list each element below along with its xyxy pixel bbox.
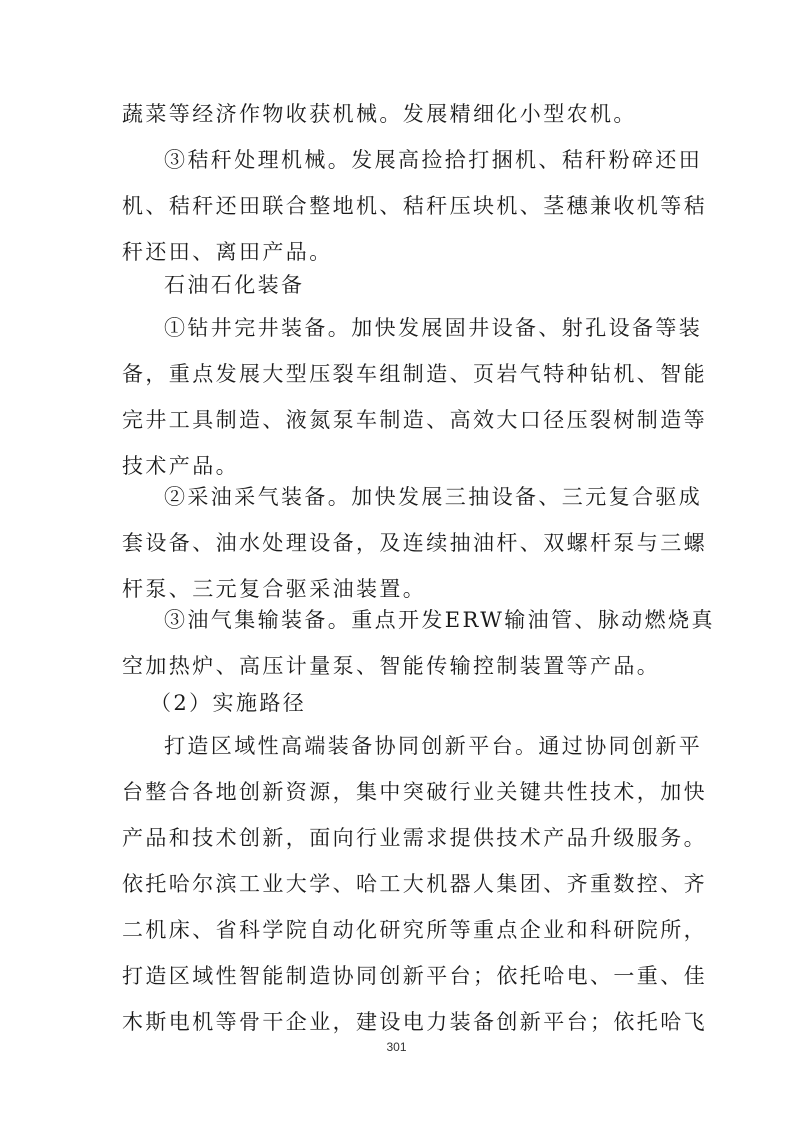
text-line: 打造区域性高端装备协同创新平台。通过协同创新平 bbox=[164, 734, 703, 758]
text-line: ①钻井完井装备。加快发展固井设备、射孔设备等装 bbox=[164, 316, 703, 340]
text-line: 备，重点发展大型压裂车组制造、页岩气特种钻机、智能 bbox=[122, 362, 707, 386]
section-heading: 石油石化装备 bbox=[164, 273, 305, 297]
text-line: 技术产品。 bbox=[122, 454, 239, 478]
text-line: 依托哈尔滨工业大学、哈工大机器人集团、齐重数控、齐 bbox=[122, 872, 707, 896]
text-line: 木斯电机等骨干企业，建设电力装备创新平台；依托哈飞 bbox=[122, 1010, 707, 1034]
text-line: ③秸秆处理机械。发展高捡拾打捆机、秸秆粉碎还田 bbox=[164, 148, 703, 172]
section-heading: （2）实施路径 bbox=[150, 691, 307, 715]
text-line: 套设备、油水处理设备，及连续抽油杆、双螺杆泵与三螺 bbox=[122, 531, 707, 555]
text-line: 机、秸秆还田联合整地机、秸秆压块机、茎穗兼收机等秸 bbox=[122, 194, 707, 218]
text-line: 产品和技术创新，面向行业需求提供技术产品升级服务。 bbox=[122, 826, 707, 850]
text-line: 完井工具制造、液氮泵车制造、高效大口径压裂树制造等 bbox=[122, 408, 707, 432]
text-line: ③油气集输装备。重点开发ERW输油管、脉动燃烧真 bbox=[164, 608, 715, 632]
text-line: 二机床、省科学院自动化研究所等重点企业和科研院所， bbox=[122, 918, 707, 942]
page-number: 301 bbox=[386, 1040, 407, 1054]
text-line: 秆还田、离田产品。 bbox=[122, 240, 333, 264]
text-line: 台整合各地创新资源，集中突破行业关键共性技术，加快 bbox=[122, 780, 707, 804]
text-line: 杆泵、三元复合驱采油装置。 bbox=[122, 577, 427, 601]
text-line: 打造区域性智能制造协同创新平台；依托哈电、一重、佳 bbox=[122, 964, 707, 988]
text-line: ②采油采气装备。加快发展三抽设备、三元复合驱成 bbox=[164, 485, 703, 509]
text-line: 空加热炉、高压计量泵、智能传输控制装置等产品。 bbox=[122, 654, 661, 678]
text-line: 蔬菜等经济作物收获机械。发展精细化小型农机。 bbox=[122, 102, 637, 126]
